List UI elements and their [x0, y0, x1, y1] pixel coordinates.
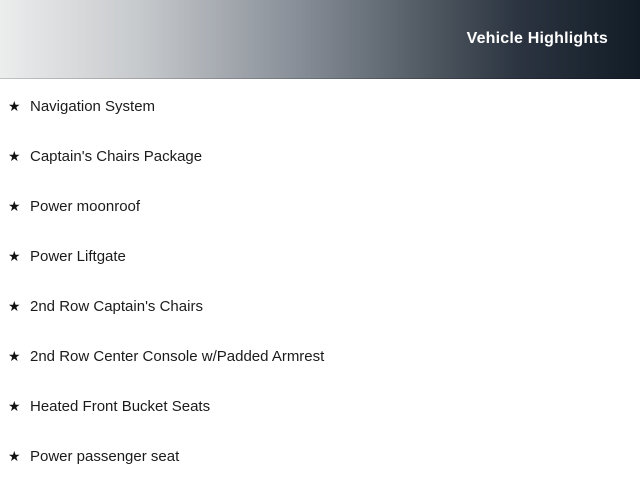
- item-label: 2nd Row Center Console w/Padded Armrest: [30, 348, 325, 365]
- item-label: Power Liftgate: [30, 248, 126, 265]
- item-label: 2nd Row Captain's Chairs: [30, 298, 203, 315]
- list-item: [8, 196, 640, 217]
- item-label: Heated Front Bucket Seats: [30, 398, 211, 415]
- list-item: [8, 296, 640, 317]
- item-label: Power moonroof: [30, 198, 141, 215]
- list-item: [8, 246, 640, 267]
- list-item: [8, 146, 640, 167]
- star-icon: ★: [8, 148, 21, 164]
- list-item: [8, 346, 640, 367]
- star-icon: ★: [8, 98, 21, 114]
- item-label: Power passenger seat: [30, 448, 180, 465]
- list-item: [8, 446, 640, 467]
- star-icon: ★: [8, 348, 21, 364]
- item-label: Captain's Chairs Package: [30, 148, 203, 165]
- star-icon: ★: [8, 298, 21, 314]
- star-icon: ★: [8, 198, 21, 214]
- item-label: Navigation System: [30, 98, 156, 115]
- star-icon: ★: [8, 398, 21, 414]
- page-title: Vehicle Highlights: [466, 30, 608, 47]
- star-icon: ★: [8, 448, 21, 464]
- header-banner: [0, 0, 640, 79]
- star-icon: ★: [8, 248, 21, 264]
- list-item: [8, 396, 640, 417]
- list-item: [8, 96, 640, 117]
- highlights-list: [0, 79, 640, 467]
